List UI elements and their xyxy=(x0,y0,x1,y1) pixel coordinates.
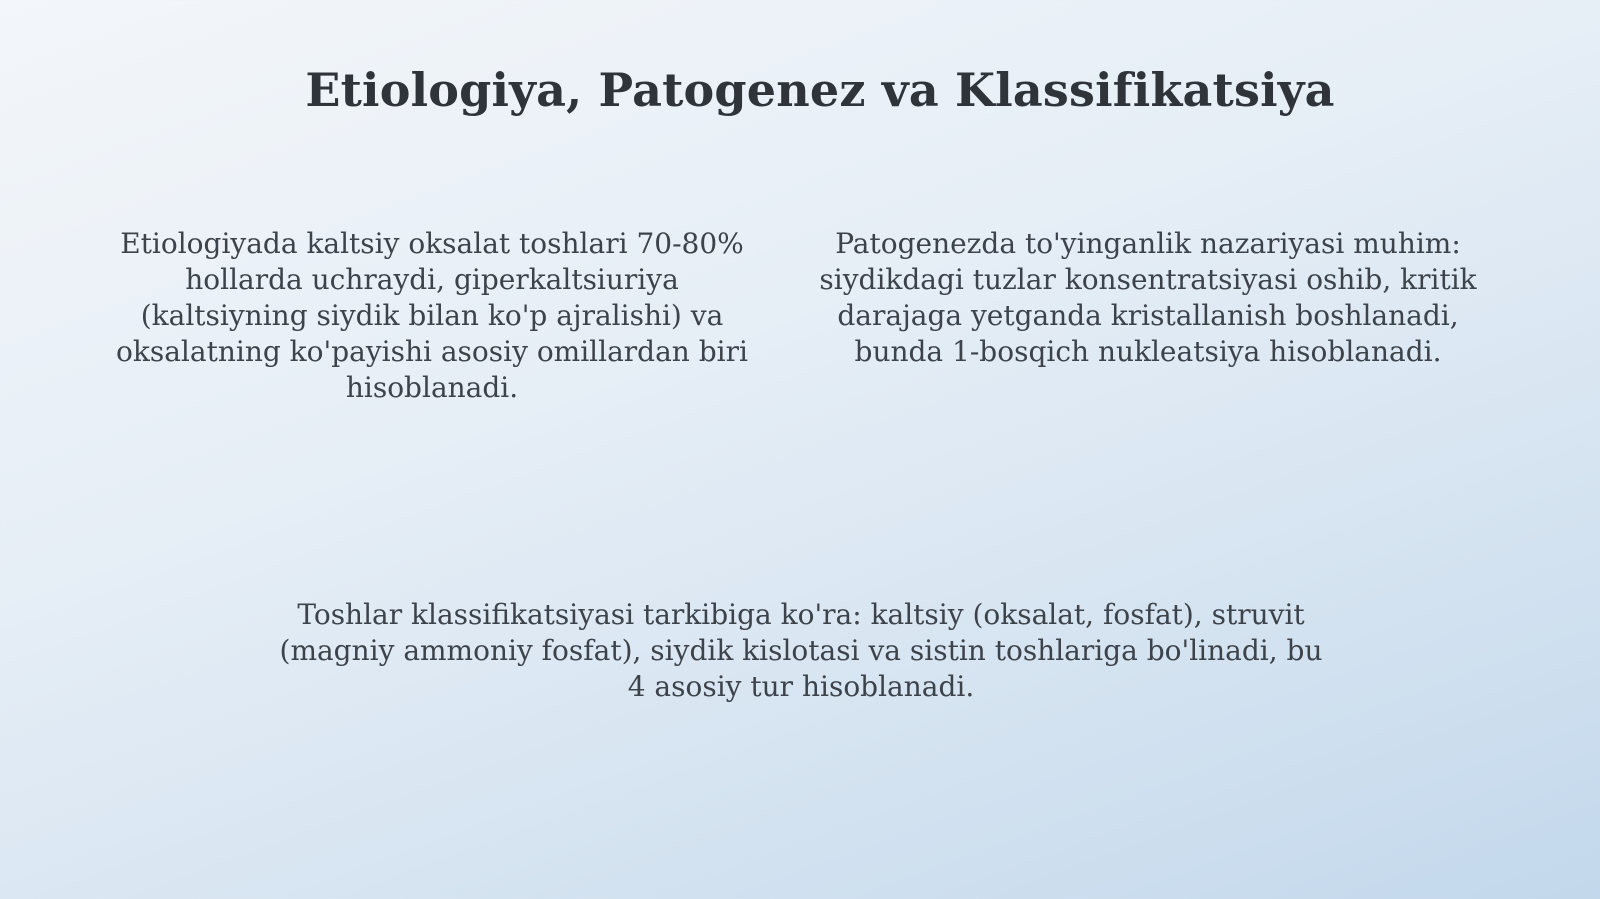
slide-title: Etiologiya, Patogenez va Klassifikatsiya xyxy=(305,63,1335,117)
etiology-paragraph: Etiologiyada kaltsiy oksalat toshlari 70-80% hollarda uchraydi, giperkaltsiuriya (kaltsiyning siydik bilan ko'p ajralishi) va oksalatning ko'payishi asosiy omillardan biri hisoblanadi. xyxy=(116,227,748,404)
pathogenesis-paragraph: Patogenezda to'yinganlik nazariyasi muhim: siydikdagi tuzlar konsentratsiyasi oshib, kritik darajaga yetganda kristallanish boshlanadi, bunda 1-bosqich nukleatsiya hisoblanadi. xyxy=(819,227,1477,368)
classification-paragraph: Toshlar klassifikatsiyasi tarkibiga ko'ra: kaltsiy (oksalat, fosfat), struvit (magniy ammoniy fosfat), siydik kislotasi va sistin toshlariga bo'linadi, bu 4 asosiy tur hisoblanadi. xyxy=(279,598,1323,703)
